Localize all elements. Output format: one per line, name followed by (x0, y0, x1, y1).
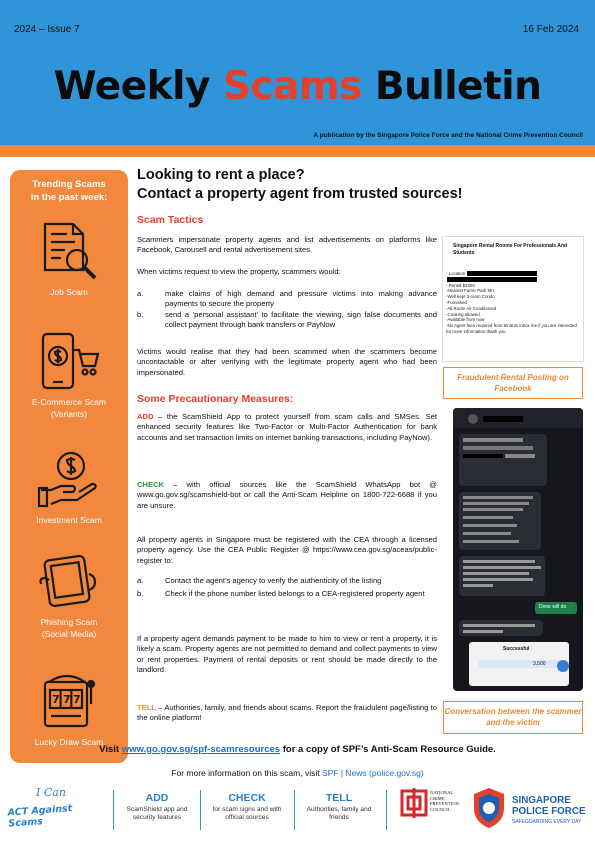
sidebar-sublabel: (Social Media) (41, 629, 97, 639)
sidebar-label: Phishing Scam (40, 617, 98, 627)
smartphone-icon (37, 550, 101, 612)
sidebar-label: Lucky Draw Scam (34, 737, 104, 747)
chat-screenshot (453, 408, 583, 691)
job-document-search-icon (37, 220, 101, 282)
sidebar-sublabel: (Variants) (50, 409, 88, 419)
headline-line1: Looking to rent a place? (137, 167, 305, 183)
divider (113, 790, 114, 830)
chat-reply-text: Done will do (539, 604, 567, 610)
redaction-bar (467, 271, 537, 276)
rental-post-title: Singapore Rental Rooms For Professionals And Students (453, 243, 567, 256)
payment-status: Successful (503, 646, 530, 652)
sidebar-item-lucky-draw-scam (10, 670, 128, 748)
payment-amount: 3,500 (533, 661, 546, 667)
tactics-lead-paragraph: When victims request to view the property, scammers would: (137, 267, 341, 276)
ncpc-text: NATIONAL CRIME PREVENTION COUNCIL (430, 790, 459, 812)
cea-paragraph: All property agents in Singapore must be registered with the CEA through a licensed property agency. Use the CEA Public Register @ https://www.cea.gov.sg/aceas/public-register to: (137, 535, 437, 565)
sidebar-title (10, 178, 128, 204)
ncpc-logo (400, 788, 462, 832)
redaction-bar (447, 277, 537, 282)
article-headline (137, 166, 587, 204)
tell-keyword: TELL (137, 703, 156, 712)
spf-news-link[interactable]: SPF | News (police.gov.sg) (321, 768, 424, 778)
list-item: a. make claims of high demand and pressure victims into making advance payments to secure the property (137, 289, 437, 309)
footer-tell-heading: TELL (325, 792, 353, 804)
victims-paragraph: Victims would realise that they had been scammed when the scammers become uncontactable or after verifying with the legitimate property agent who had been impersonated. (137, 347, 437, 377)
footer-tell: TELL Authorities, family and friends (297, 792, 381, 822)
ncpc-emblem-icon (400, 788, 428, 818)
resource-guide-line: Visit www.go.gov.sg/spf-scamresources for a copy of SPF’s Anti-Scam Resource Guide. (99, 744, 496, 755)
sidebar-label: E-Commerce Scam (31, 397, 107, 407)
svg-text:7: 7 (63, 693, 71, 706)
list-item: b. Check if the phone number listed belongs to a CEA-registered property agent (137, 589, 425, 599)
sidebar-item-phishing-scam (10, 550, 128, 640)
tell-paragraph: TELL – Authorities, family, and friends about scams. Report the fraudulent page/listing to the online platform! (137, 703, 437, 723)
rental-post-lines: - Location - Rental $3300 -Nearest Farrer Park Mrt -Well kept 3-room Condo -Furnished -All Room Air Conditioned -Cooking allowed -Available from now -No Agent fees required from tenants inbox me if you are interested for more information thank you (446, 271, 577, 334)
cea-list (137, 576, 437, 600)
payment-warning-paragraph: If a property agent demands payment to be made to him to view or rent a property, it is likely a scam. Property agents are not permitted to demand and collect payments to view or rent properties. Payment of rental deposits or rent should be made directly to the landlord. (137, 634, 437, 675)
precautionary-measures-heading: Some Precautionary Measures: (137, 393, 294, 405)
svg-text:7: 7 (52, 693, 60, 706)
spf-crest-icon (470, 786, 508, 830)
spf-logo (470, 786, 590, 834)
chat-caption: Conversation between the scammer and the victim (443, 701, 583, 734)
check-keyword: CHECK (137, 480, 165, 489)
footer-add: ADD ScamShield app and security features (116, 792, 198, 822)
list-item: a. Contact the agent’s agency to verify the authenticity of the listing (137, 576, 382, 585)
sidebar-title-line2: in the past week: (30, 192, 108, 203)
sidebar-item-ecommerce-scam (10, 330, 128, 420)
rental-posting-screenshot (442, 236, 584, 362)
slot-machine-icon (37, 670, 101, 732)
ican-line1: I Can (36, 786, 66, 799)
divider (386, 790, 387, 830)
hand-dollar-coin-icon (37, 448, 101, 510)
spf-tagline: SAFEGUARDING EVERY DAY (512, 819, 582, 825)
masthead-banner (0, 0, 595, 145)
spf-name: SINGAPORE POLICE FORCE (512, 795, 586, 817)
tactics-list (137, 289, 437, 331)
publisher-tagline: A publication by the Singapore Police Force and the National Crime Prevention Council (313, 132, 583, 139)
sidebar-label: Job Scam (50, 287, 88, 297)
divider (294, 790, 295, 830)
list-item: b. send a ‘personal assistant’ to facilitate the viewing, sign false documents and collect payment through bank transfers or PayNow (137, 309, 437, 330)
divider (200, 790, 201, 830)
footer-check-heading: CHECK (228, 792, 266, 804)
title-bulletin: Bulletin (361, 64, 542, 109)
more-info-line: For more information on this scam, visit SPF | News (police.gov.sg) (171, 768, 424, 778)
intro-paragraph: Scammers impersonate property agents and list advertisements on platforms like Facebook, Carousell and rental advertisement sites. (137, 235, 437, 255)
sidebar-item-job-scam (10, 220, 128, 298)
title-weekly: Weekly (53, 64, 223, 109)
sidebar-label: Investment Scam (36, 515, 102, 525)
orange-divider (0, 145, 595, 157)
ican-line2: ACT Against Scams (7, 803, 73, 830)
headline-line2: Contact a property agent from trusted sources! (137, 186, 463, 202)
bulletin-title (0, 64, 595, 109)
scam-tactics-heading: Scam Tactics (137, 214, 204, 226)
rental-posting-caption: Fraudulent Rental Posting on Facebook (443, 367, 583, 399)
footer-check: CHECK for scam signs and with official sources (203, 792, 291, 822)
sidebar-item-investment-scam (10, 448, 128, 526)
footer-bar (0, 786, 595, 842)
issue-number: 2024 – Issue 7 (14, 24, 80, 35)
title-scams: Scams (222, 64, 362, 109)
ican-act-against-scams-logo (6, 786, 110, 834)
resource-guide-link[interactable]: www.go.gov.sg/spf-scamresources (121, 744, 281, 755)
phone-shopping-cart-icon (37, 330, 101, 392)
add-keyword: ADD (137, 412, 154, 421)
svg-text:7: 7 (73, 693, 81, 706)
footer-add-heading: ADD (145, 792, 169, 804)
add-paragraph: ADD – the ScamShield App to protect yourself from scam calls and SMSes. Set enhanced security features like Two-Factor or Multi-Factor Authentication for bank accounts and set transaction limits on internet banking transactions, including PayNow). (137, 412, 437, 442)
issue-date: 16 Feb 2024 (522, 24, 579, 35)
check-paragraph: CHECK – with official sources like the ScamShield WhatsApp bot @ www.go.gov.sg/scamshield-bot or call the Anti-Scam Helpline on 1800-722-6688 if you are unsure. (137, 480, 437, 510)
sidebar-title-line1: Trending Scams (32, 179, 106, 190)
trending-scams-sidebar (10, 170, 128, 763)
